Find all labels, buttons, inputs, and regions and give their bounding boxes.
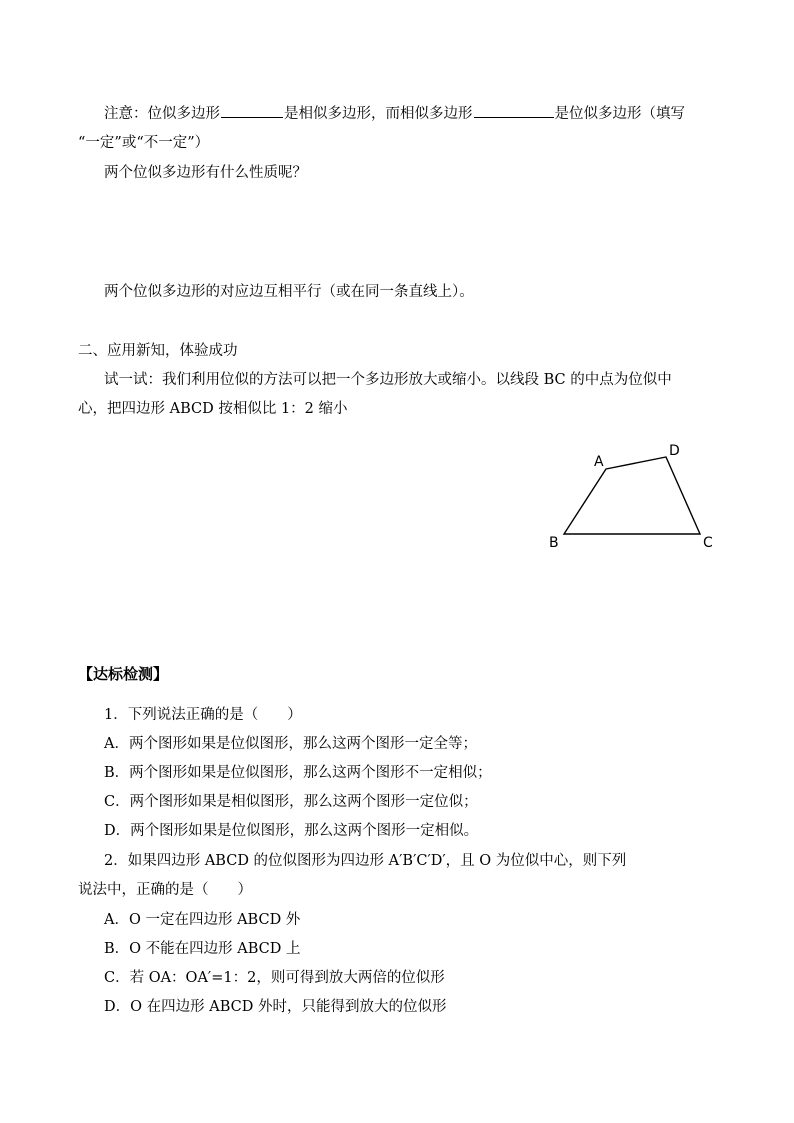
question-properties: 两个位似多边形有什么性质呢？: [104, 165, 307, 181]
label-c: C: [703, 535, 713, 551]
quadrilateral-abcd: [564, 457, 700, 534]
q1-option-b: B．两个图形如果是位似图形，那么这两个图形不一定相似；: [104, 765, 492, 781]
note-part-2: 是相似多边形，而相似多边形: [284, 106, 473, 122]
note-part-3: 是位似多边形（填写: [554, 106, 685, 122]
q2-stem-line-1: 2．如果四边形 ABCD 的位似图形为四边形 A′B′C′D′，且 O 为位似中心，则下列: [104, 853, 627, 869]
label-a: A: [594, 454, 604, 470]
note-line-2: “一定”或“不一定”）: [78, 135, 210, 151]
note-line: [104, 103, 756, 125]
q1-option-d: D．两个图形如果是位似图形，那么这两个图形一定相似。: [104, 823, 479, 839]
q1-stem: 1．下列说法正确的是（ ）: [104, 707, 302, 723]
property-statement: 两个位似多边形的对应边互相平行（或在同一条直线上）。: [104, 284, 474, 300]
try-line-1: 试一试：我们利用位似的方法可以把一个多边形放大或缩小。以线段 BC 的中点为位似中: [104, 372, 672, 388]
answer-blank-2[interactable]: [474, 103, 554, 118]
q2-stem-line-2: 说法中，正确的是（ ）: [78, 882, 252, 898]
section-2-title: 二、应用新知，体验成功: [78, 343, 238, 359]
label-d: D: [669, 443, 680, 459]
label-b: B: [549, 535, 559, 551]
q1-option-a: A．两个图形如果是位似图形，那么这两个图形一定全等；: [104, 736, 477, 752]
quadrilateral-figure: [540, 436, 730, 556]
note-part-1: 注意：位似多边形: [104, 106, 220, 122]
q2-option-a: A．O 一定在四边形 ABCD 外: [104, 912, 301, 928]
answer-blank-1[interactable]: [221, 103, 283, 118]
try-line-2: 心，把四边形 ABCD 按相似比 1：2 缩小: [78, 401, 348, 417]
q1-option-c: C．两个图形如果是相似图形，那么这两个图形一定位似；: [104, 794, 478, 810]
check-title: 【达标检测】: [78, 665, 169, 683]
q2-option-c: C．若 OA：OA′=1：2，则可得到放大两倍的位似形: [104, 970, 445, 986]
q2-option-d: D．O 在四边形 ABCD 外时，只能得到放大的位似形: [104, 999, 447, 1015]
q2-option-b: B．O 不能在四边形 ABCD 上: [104, 941, 301, 957]
